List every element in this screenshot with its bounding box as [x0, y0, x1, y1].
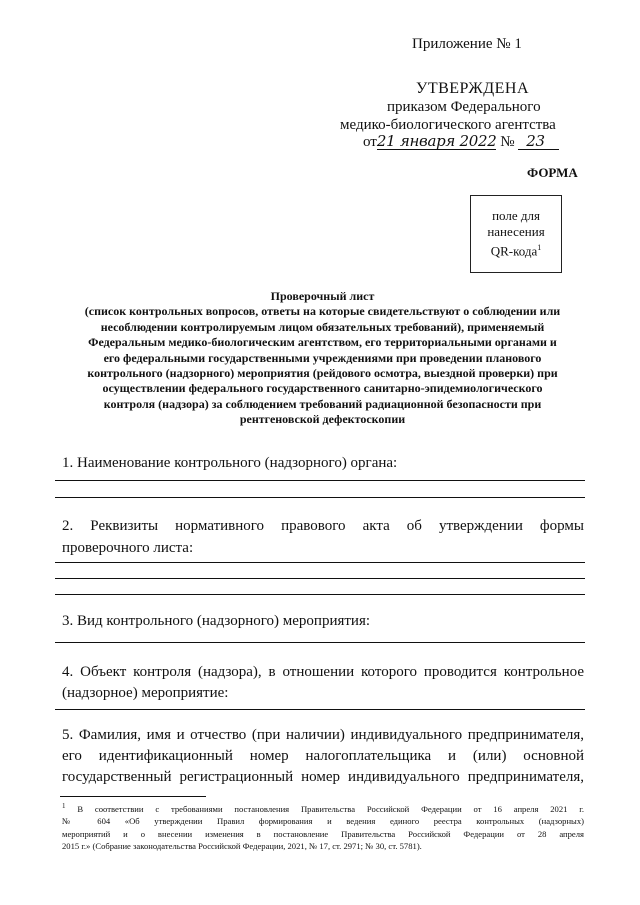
title-line-5: его федеральными государственными учреждениями при проведении планового: [103, 350, 542, 365]
field-2-label-line-1: 2. Реквизиты нормативного правового акта об утверждении формы: [62, 518, 584, 534]
qr-code-box: [470, 195, 562, 273]
approved-heading: УТВЕРЖДЕНА: [416, 80, 530, 97]
qr-box-line-2: нанесения: [487, 224, 545, 239]
footnote: [62, 800, 584, 853]
title-line-9: рентгеновской дефектоскопии: [239, 412, 406, 427]
field-5-label-line-3: государственный регистрационный номер индивидуального предпринимателя,: [62, 769, 584, 785]
title-line-4: Федеральным медико-биологическим агентством, его территориальными органами и: [88, 335, 557, 350]
footnote-line-2: № 604 «Об утверждении Правил формирования и ведения единого реестра контрольных (надзорных): [62, 816, 584, 827]
order-number-handwritten: 23: [518, 133, 559, 150]
field-4-line[interactable]: [55, 709, 585, 710]
footnote-ref: 1: [62, 802, 66, 810]
field-1-line-1[interactable]: [55, 480, 585, 481]
qr-footnote-ref: 1: [537, 243, 542, 252]
title-line-1: Проверочный лист: [270, 289, 375, 303]
footnote-line-1: [62, 800, 584, 815]
order-date-line: [363, 133, 559, 151]
field-3-line[interactable]: [55, 642, 585, 643]
footnote-line-4: 2015 г.» (Собрание законодательства Российской Федерации, 2021, № 17, ст. 2971; № 30, ст. 5781).: [62, 841, 422, 852]
order-line-2: медико-биологического агентства: [340, 117, 556, 133]
field-1-label: 1. Наименование контрольного (надзорного) органа:: [62, 455, 398, 471]
field-2-line-3[interactable]: [55, 594, 585, 595]
field-3-label: 3. Вид контрольного (надзорного) мероприятия:: [62, 613, 371, 629]
qr-box-line-1: поле для: [492, 208, 540, 223]
title-line-8: контроля (надзора) за соблюдением требований радиационной безопасности при: [103, 396, 542, 411]
order-number-label: №: [500, 134, 515, 150]
qr-box-line-3: [471, 240, 561, 259]
footnote-text-1: В соответствии с требованиями постановления Правительства Российской Федерации от 16 апреля 2021 г.: [65, 803, 584, 814]
title-line-2: (список контрольных вопросов, ответы на которые свидетельствуют о соблюдении или: [84, 304, 561, 319]
order-line-1: приказом Федерального: [387, 99, 541, 115]
footnote-line-3: мероприятий и о внесении изменения в постановление Правительства Российской Федерации от 28 апреля: [62, 828, 584, 839]
qr-box-text: QR-кода: [490, 243, 538, 259]
field-5-label-line-2: его идентификационный номер налогоплательщика и (или) основной: [62, 748, 584, 764]
field-5-label-line-1: 5. Фамилия, имя и отчество (при наличии) индивидуального предпринимателя,: [62, 727, 584, 743]
field-4-label-line-1: 4. Объект контроля (надзора), в отношении которого проводится контрольное: [62, 664, 584, 680]
field-1-line-2[interactable]: [55, 497, 585, 498]
title-line-6: контрольного (надзорного) мероприятия (рейдового осмотра, выездной проверки) при: [87, 366, 558, 381]
field-2-line-1[interactable]: [55, 562, 585, 563]
title-line-3: несоблюдении контролируемым лицом обязательных требований), применяемый: [100, 319, 545, 334]
field-2-label-line-2: проверочного листа:: [62, 540, 194, 556]
order-date-handwritten: 21 января 2022: [376, 132, 497, 150]
form-label: ФОРМА: [527, 165, 578, 180]
title-line-7: осуществлении федерального государственного санитарно-эпидемиологического: [102, 381, 543, 396]
order-from-label: от: [363, 134, 377, 150]
checklist-title: [50, 289, 595, 428]
field-2-line-2[interactable]: [55, 578, 585, 579]
field-4-label-line-2: (надзорное) мероприятие:: [62, 685, 229, 701]
appendix-label: Приложение № 1: [412, 36, 522, 52]
footnote-separator: [60, 796, 206, 797]
